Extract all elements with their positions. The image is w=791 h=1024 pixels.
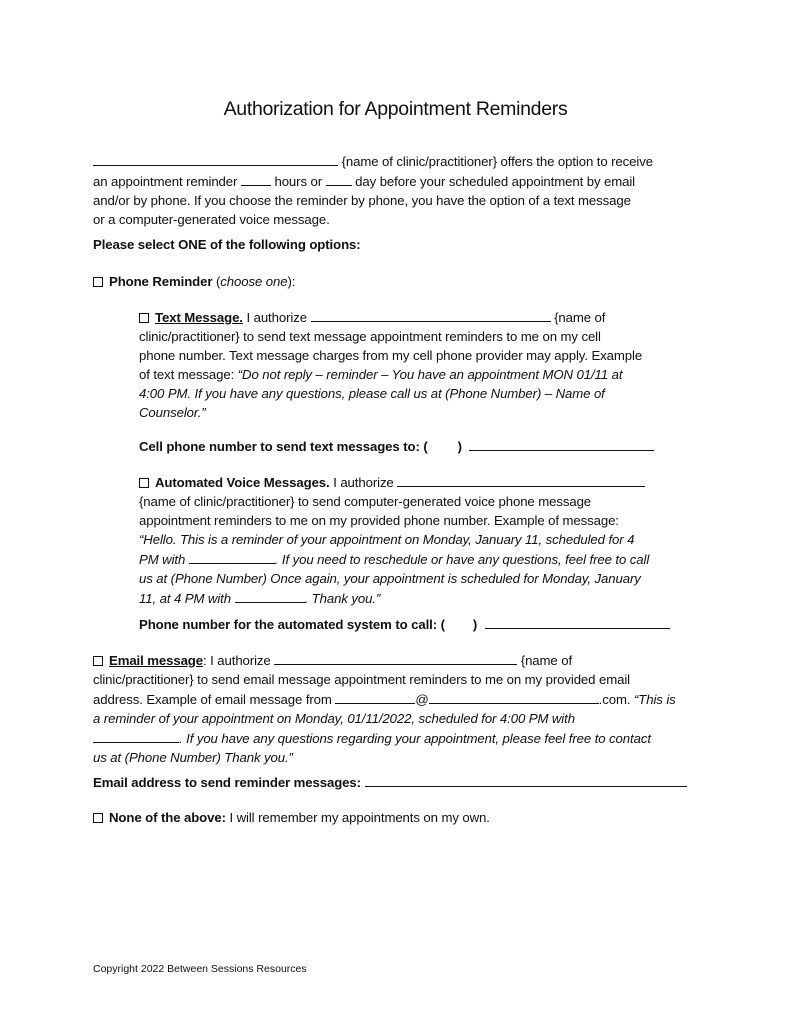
intro-paragraph: {name of clinic/practitioner} offers the option to receive an appointment reminder hours or day before your scheduled appointment by email and/or by phone. If you choose the reminder by phone, you have the option of a text message or a computer-generated voice message. bbox=[93, 151, 713, 229]
clinic-name-blank[interactable] bbox=[93, 151, 338, 166]
cell-phone-blank[interactable] bbox=[469, 436, 654, 451]
page-title: Authorization for Appointment Reminders bbox=[223, 98, 568, 120]
days-blank[interactable] bbox=[326, 171, 352, 186]
email-address-line: Email address to send reminder messages: bbox=[93, 772, 687, 792]
email-user-blank[interactable] bbox=[335, 689, 415, 704]
cell-phone-line: Cell phone number to send text messages to: ( ) bbox=[139, 436, 654, 456]
voice-message-option: Automated Voice Messages. I authorize {name of clinic/practitioner} to send computer-generated voice phone message appointment reminders to me on my provided phone number. Example of message: “Hello. This is a reminder of your appointment on Monday, January 11, scheduled for 4 PM with . If you need to reschedule or have any questions, feel free to call us at (Phone Number) Once again, your appointment is scheduled for Monday, January 11, at 4 PM with . Thank you.” bbox=[139, 472, 699, 608]
email-counselor-blank[interactable] bbox=[93, 728, 179, 743]
none-option: None of the above: I will remember my appointments on my own. bbox=[93, 808, 490, 827]
voice-clinic-blank[interactable] bbox=[397, 472, 645, 487]
none-checkbox[interactable] bbox=[93, 813, 103, 823]
copyright-footer: Copyright 2022 Between Sessions Resources bbox=[93, 963, 307, 975]
email-domain-blank[interactable] bbox=[429, 689, 599, 704]
text-clinic-blank[interactable] bbox=[311, 307, 551, 322]
email-clinic-blank[interactable] bbox=[274, 650, 517, 665]
text-message-option: Text Message. I authorize {name of clinic/practitioner} to send text message appointment reminders to me on my cell phone number. Text message charges from my cell phone provider may apply. Example of text message: “Do not reply – reminder – You have an appointment MON 01/11 at 4:00 PM. If you have any questions, please call us at (Phone Number) – Name of Counselor.” bbox=[139, 307, 699, 422]
email-message-option: Email message: I authorize {name of clinic/practitioner} to send email message appointment reminders to me on my provided email address. Example of email message from @ .com. “This is a reminder of your appointment on Monday, 01/11/2022, scheduled for 4:00 PM with . If you have any questions regarding your appointment, please feel free to contact us at (Phone Number) Thank you.” bbox=[93, 650, 713, 767]
select-heading: Please select ONE of the following options: bbox=[93, 237, 361, 252]
hours-blank[interactable] bbox=[241, 171, 271, 186]
text-message-checkbox[interactable] bbox=[139, 313, 149, 323]
phone-reminder-checkbox[interactable] bbox=[93, 277, 103, 287]
phone-reminder-option: Phone Reminder (choose one): bbox=[93, 272, 295, 291]
automated-phone-blank[interactable] bbox=[485, 614, 670, 629]
voice-message-checkbox[interactable] bbox=[139, 478, 149, 488]
email-address-blank[interactable] bbox=[365, 772, 687, 787]
voice-counselor-blank-1[interactable] bbox=[189, 549, 275, 564]
automated-phone-line: Phone number for the automated system to call: ( ) bbox=[139, 614, 670, 634]
voice-counselor-blank-2[interactable] bbox=[235, 588, 305, 603]
email-message-checkbox[interactable] bbox=[93, 656, 103, 666]
